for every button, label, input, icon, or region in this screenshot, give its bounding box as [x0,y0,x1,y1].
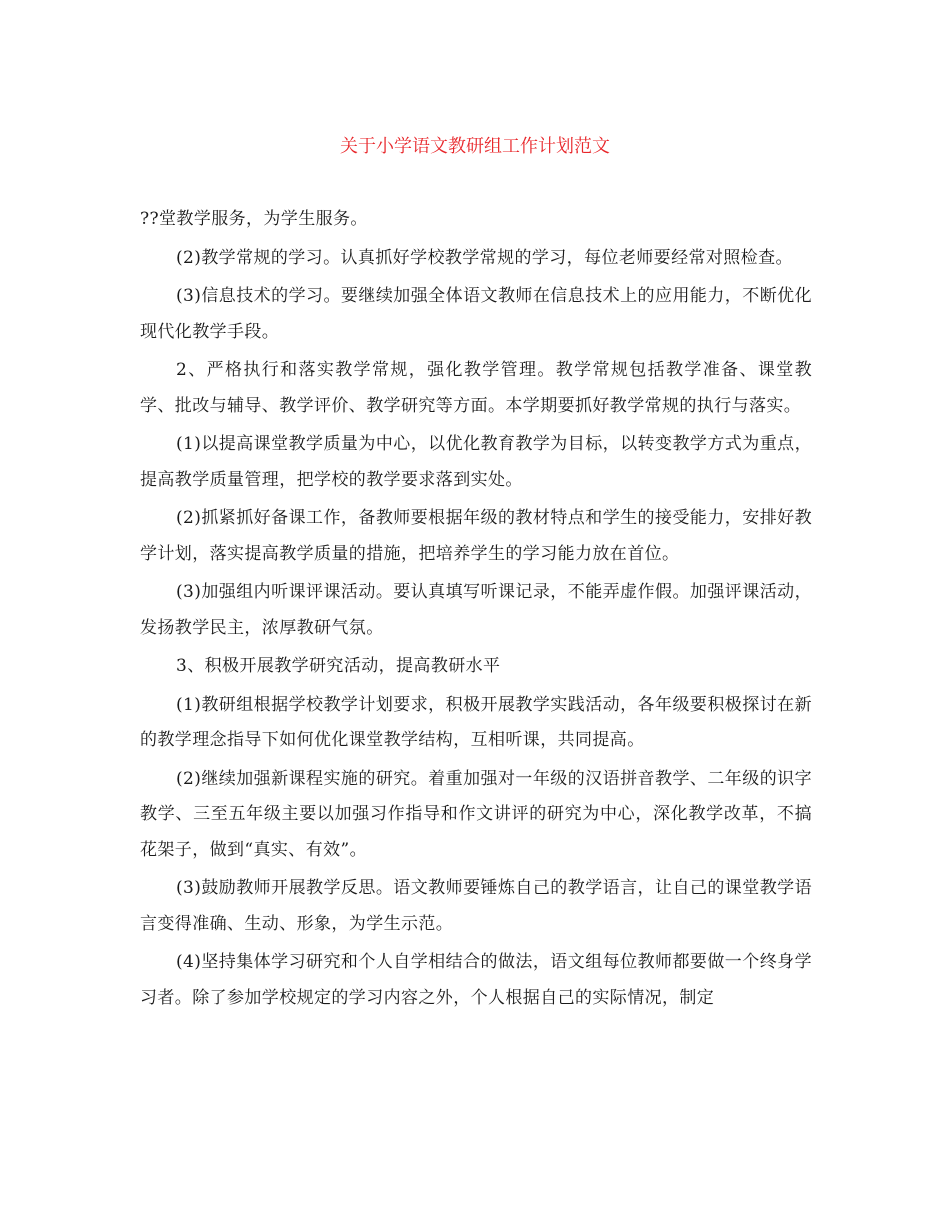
section-heading: 3、积极开展教学研究活动，提高教研水平 [176,656,501,676]
paragraph: (1)以提高课堂教学质量为中心，以优化教育教学为目标，以转变教学方式为重点，提高教学质量管理，把学校的教学要求落到实处。 [140,434,812,490]
paragraph: (2)教学常规的学习。认真抓好学校教学常规的学习，每位老师要经常对照检查。 [176,247,793,268]
paragraph: (4)坚持集体学习研究和个人自学相结合的做法，语文组每位教师都要做一个终身学习者。除了参加学校规定的学习内容之外，个人根据自己的实际情况，制定 [140,952,812,1008]
paragraph: ??堂教学服务，为学生服务。 [140,209,368,229]
paragraph: (1)教研组根据学校教学计划要求，积极开展教学实践活动，各年级要积极探讨在新的教学理念指导下如何优化课堂教学结构，互相听课，共同提高。 [140,694,812,750]
paragraph: (2)继续加强新课程实施的研究。着重加强对一年级的汉语拼音教学、二年级的识字教学、三至五年级主要以加强习作指导和作文讲评的研究为中心，深化教学改革，不搞花架子，做到“真实、有效”。 [140,768,812,860]
paragraph: (3)信息技术的学习。要继续加强全体语文教师在信息技术上的应用能力，不断优化现代化教学手段。 [140,286,812,342]
paragraph: (3)加强组内听课评课活动。要认真填写听课记录，不能弄虚作假。加强评课活动，发扬教学民主，浓厚教研气氛。 [140,582,812,638]
paragraph: 2、严格执行和落实教学常规，强化教学管理。教学常规包括教学准备、课堂教学、批改与辅导、教学评价、教学研究等方面。本学期要抓好教学常规的执行与落实。 [140,360,812,416]
document-body [140,202,812,1019]
paragraph: (3)鼓励教师开展教学反思。语文教师要锤炼自己的教学语言，让自己的课堂教学语言变得准确、生动、形象，为学生示范。 [140,878,812,934]
document-title: 关于小学语文教研组工作计划范文 [340,136,610,157]
paragraph: (2)抓紧抓好备课工作，备教师要根据年级的教材特点和学生的接受能力，安排好教学计划，落实提高教学质量的措施，把培养学生的学习能力放在首位。 [140,508,812,564]
